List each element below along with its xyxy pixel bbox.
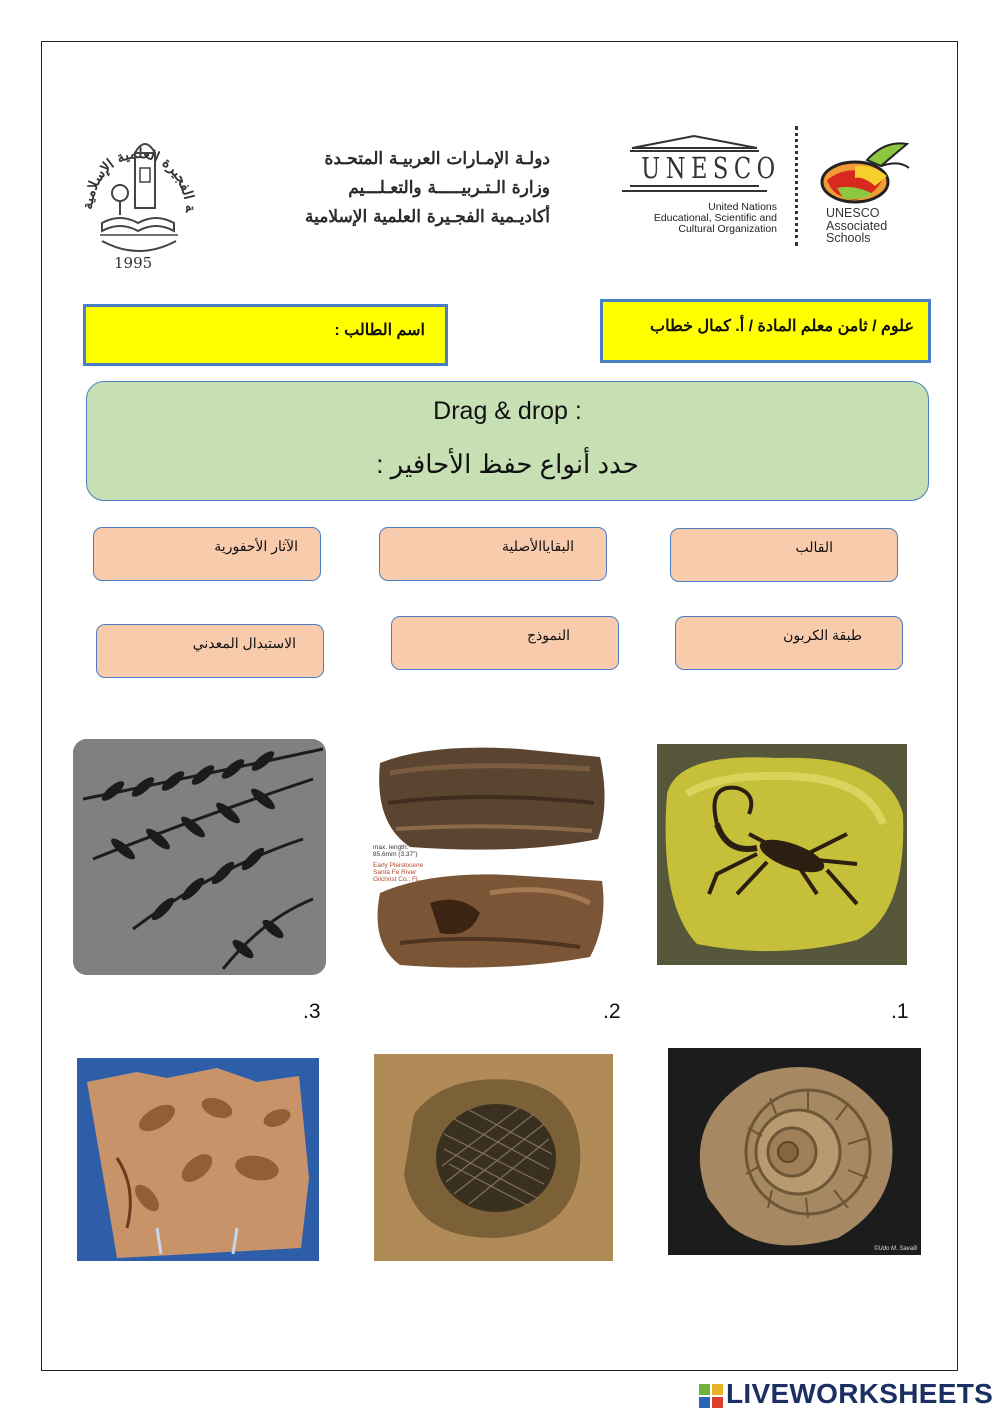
student-name-label: اسم الطالب : [334,322,425,339]
schools-label-line: UNESCO [826,206,880,220]
option-label: البقاياالأصلية [501,538,574,554]
instructions-panel [86,381,929,501]
option-original-remains[interactable] [379,527,607,581]
image-number-2: .2 [603,1000,621,1023]
option-label: الاستبدال المعدني [192,635,296,651]
instruction-prompt: حدد أنواع حفظ الأحافير : [376,449,639,479]
schools-label-line: Associated [826,218,888,233]
option-mineral-replacement[interactable] [96,624,324,678]
option-label: الآثار الأحفورية [214,538,298,554]
academy-seal-logo [80,123,198,275]
image-number-1: .1 [891,1000,909,1023]
option-cast[interactable] [391,616,619,670]
option-label: طبقة الكربون [783,627,862,643]
unesco-org-line: United Nations [708,201,777,213]
unesco-org-line: Cultural Organization [678,223,777,235]
liveworksheets-brand[interactable]: LIVEWORKSHEETS [726,1378,994,1409]
crinoid-mold-image [374,1054,613,1261]
option-trace-fossils[interactable] [93,527,321,581]
associated-schools-label [826,207,887,245]
photo-credit: ©Udo M. Savalli [873,1246,917,1252]
caption-line: Santa Fe River [373,869,417,876]
option-label: النموذج [527,627,570,643]
unesco-org-line: Educational, Scientific and [653,212,777,224]
unesco-logo [612,134,781,200]
option-carbon-film[interactable] [675,616,903,670]
caption-line: Gilchrist Co., FL [373,876,420,883]
instruction-title: Drag & drop : [433,397,582,425]
svg-text:أكاديمية الفجيرة العلمية الإسل: ة الفجيرة العلمية الإسلامية [80,145,198,213]
header-divider [795,126,801,246]
petrified-wood-image [370,743,610,973]
unesco-organization [585,202,777,235]
option-label: القالب [795,539,833,555]
ministry-line: أكاديـمية الفجـيرة العلمية الإسلامية [305,207,550,227]
image-number-3: .3 [303,1000,321,1023]
specimen-caption [373,844,423,883]
ministry-heading [285,145,550,232]
associated-schools-logo [815,138,911,206]
schools-label-line: Schools [826,231,871,245]
subject-teacher-box [600,299,931,363]
leaf-fossil-slab-image [77,1058,319,1261]
option-mold[interactable] [670,528,898,582]
caption-line: max. length: [373,844,409,851]
unesco-word: UNESCO [641,151,781,185]
ammonite-image [668,1048,921,1255]
ministry-line: وزارة الـتـربيـــــة والتعـلـــيم [348,178,550,198]
student-name-box[interactable] [83,304,448,366]
caption-line: Early Pleistocene [373,862,424,869]
subject-teacher-text: علوم / ثامن معلم المادة / أ. كمال خطاب [650,318,914,335]
amber-scorpion-image [657,744,907,965]
ministry-line: دولـة الإمـارات العربيـة المتحـدة [324,149,550,169]
caption-line: 85.6mm (3.37") [373,851,418,858]
liveworksheets-logo-icon [699,1384,723,1408]
fern-carbon-film-image [73,739,326,975]
seal-year: 1995 [114,254,153,272]
